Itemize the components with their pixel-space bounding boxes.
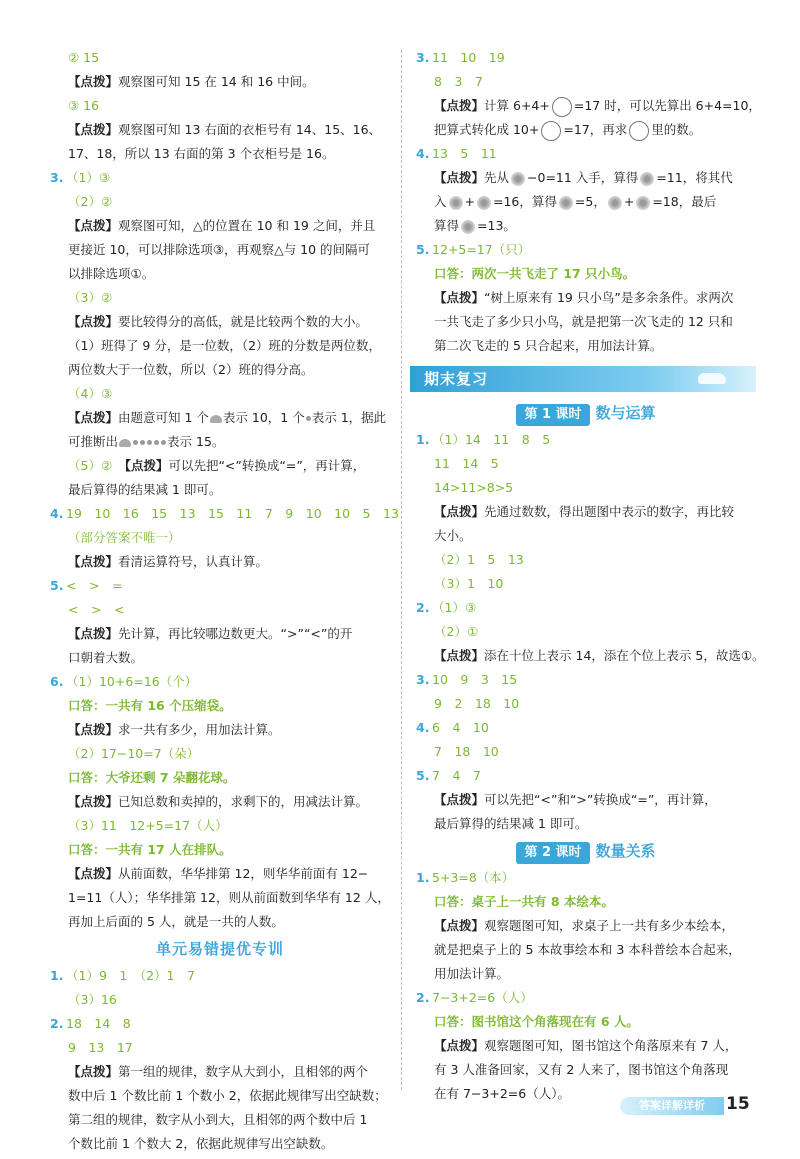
question-number: 4. — [50, 506, 64, 521]
hint-line: 有 3 人准备回家，又有 2 人来了，图书馆这个角落现 — [434, 1062, 729, 1077]
blank-circle-icon — [541, 121, 561, 141]
answer-line: （2）17−10=7（朵） — [68, 746, 200, 761]
hint-line: 两位数大于一位数，所以（2）班的得分高。 — [68, 362, 314, 377]
hint-text: 先从 — [484, 170, 510, 185]
hint-tag: 【点拨】 — [434, 98, 485, 113]
question-number: 3. — [416, 50, 430, 65]
hint-line — [416, 788, 756, 812]
hint-tag: 【点拨】 — [68, 722, 119, 737]
answer-line — [416, 238, 756, 262]
hint-line: 个数比前 1 个数大 2，依据此规律写出空缺数。 — [68, 1136, 334, 1151]
flower-icon — [559, 196, 573, 210]
hint-line — [50, 550, 390, 574]
dot-icon — [154, 440, 159, 445]
hint-line: 最后算得的结果减 1 即可。 — [68, 482, 222, 497]
hint-text: 可以先把“<”和“>”转换成“=”，再计算， — [484, 792, 717, 807]
hint-line: 再加上后面的 5 人，就是一共的人数。 — [68, 914, 284, 929]
hint-text: 观察题图可知，求桌子上一共有多少本绘本， — [484, 918, 735, 933]
hint-line — [416, 644, 765, 668]
hint-text: 求一共有多少，用加法计算。 — [118, 722, 281, 737]
flower-icon — [449, 196, 463, 210]
hint-tag: 【点拨】 — [68, 626, 119, 641]
hint-tag: 【点拨】 — [434, 792, 485, 807]
hint-text: 表示 1，据此 — [311, 410, 387, 425]
answer-line: （3）1 10 — [434, 576, 504, 591]
question-number: 2. — [416, 600, 430, 615]
answer-text: 7 4 7 — [432, 768, 481, 783]
answer-line: ② 15 — [68, 50, 100, 65]
hint-text: =18，最后 — [652, 194, 717, 209]
hint-line: 以排除选项①。 — [68, 266, 155, 281]
answer-text: （5）② — [68, 458, 113, 473]
answer-text: （1）9 1 （2）1 7 — [66, 968, 195, 983]
hint-line: 最后算得的结果减 1 即可。 — [434, 816, 588, 831]
answer-text: （1）14 11 8 5 — [432, 432, 551, 447]
hint-tag: 【点拨】 — [68, 794, 119, 809]
hint-tag: 【点拨】 — [68, 122, 119, 137]
hint-line — [50, 118, 390, 142]
hint-line — [50, 718, 390, 742]
shell-icon — [119, 439, 131, 447]
oral-answer: 口答：大爷还剩 7 朵翻花球。 — [68, 770, 236, 785]
answer-line: （3）11 12+5=17（人） — [68, 818, 228, 833]
hint-text: =13。 — [477, 218, 516, 233]
hint-text: =11，将其代 — [656, 170, 733, 185]
hint-line: 一共飞走了多少只小鸟，就是把第一次飞走的 12 只和 — [434, 314, 733, 329]
hint-tag: 【点拨】 — [68, 554, 119, 569]
answer-line — [416, 46, 756, 70]
hint-line: 就是把桌子上的 5 本故事绘本和 3 本科普绘本合起来， — [434, 942, 741, 957]
answer-line — [416, 716, 756, 740]
hint-line — [50, 622, 390, 646]
hint-tag: 【点拨】 — [68, 314, 119, 329]
hint-line — [416, 190, 756, 214]
lesson-badge: 第 2 课时 — [516, 842, 589, 864]
answer-line: （部分答案不唯一） — [68, 530, 181, 545]
answer-line: 11 14 5 — [434, 456, 499, 471]
section-heading: 单元易错提优专训 — [155, 940, 284, 958]
hint-line: 1=11（人）；华华排第 12，则从前面数到华华有 12 人， — [68, 890, 390, 905]
answer-line: 7 18 10 — [434, 744, 499, 759]
hint-text: 从前面数，华华排第 12，则华华前面有 12− — [118, 866, 369, 881]
hint-text: “树上原来有 19 只小鸟”是多余条件。求两次 — [484, 290, 734, 305]
answer-line — [50, 166, 390, 190]
answer-text: < > = — [66, 578, 123, 593]
question-number: 3. — [416, 672, 430, 687]
hint-text: 观察图可知 13 右面的衣柜号有 14、15、16、 — [118, 122, 382, 137]
answer-line: （3）② — [68, 290, 113, 305]
hint-tag: 【点拨】 — [68, 866, 119, 881]
question-number: 1. — [416, 432, 430, 447]
question-number: 3. — [50, 170, 64, 185]
hint-line — [50, 1060, 390, 1084]
hint-tag: 【点拨】 — [68, 74, 119, 89]
answer-line — [50, 1012, 390, 1036]
flower-icon — [640, 172, 654, 186]
answer-line — [416, 764, 756, 788]
hint-line — [416, 166, 756, 190]
hint-text: 入 — [434, 194, 447, 209]
answer-line — [416, 866, 756, 890]
hint-line: 第二次飞走的 5 只合起来，用加法计算。 — [434, 338, 663, 353]
oral-answer: 口答：一共有 17 人在排队。 — [68, 842, 232, 857]
hint-line: 用加法计算。 — [434, 966, 510, 981]
hint-tag: 【点拨】 — [68, 410, 119, 425]
hint-line — [416, 286, 756, 310]
answer-line — [50, 964, 390, 988]
answer-text: 11 10 19 — [432, 50, 505, 65]
hint-text: 观察题图可知，图书馆这个角落原来有 7 人， — [484, 1038, 738, 1053]
hint-line — [50, 862, 390, 886]
answer-line — [50, 574, 390, 598]
hint-text: 表示 10，1 个 — [222, 410, 305, 425]
hint-text: =17 时，可以先算出 6+4=10， — [573, 98, 761, 113]
hint-line — [416, 500, 756, 524]
answer-line — [416, 596, 756, 620]
answer-line — [416, 142, 756, 166]
hint-line — [50, 214, 390, 238]
answer-text: （1）10+6=16（个） — [66, 674, 198, 689]
question-number: 6. — [50, 674, 64, 689]
blank-circle-icon — [629, 121, 649, 141]
flower-icon — [511, 172, 525, 186]
answer-line: （4）③ — [68, 386, 113, 401]
answer-line: （2）② — [68, 194, 113, 209]
hint-text: 第一组的规律，数字从大到小，且相邻的两个 — [118, 1064, 369, 1079]
hint-text: 由题意可知 1 个 — [118, 410, 209, 425]
lesson-heading — [416, 836, 756, 866]
answer-line: 9 2 18 10 — [434, 696, 520, 711]
lesson-badge: 第 1 课时 — [516, 404, 589, 426]
hint-text: −0=11 入手，算得 — [527, 170, 639, 185]
answer-line: 14>11>8>5 — [434, 480, 514, 495]
oral-answer: 口答：一共有 16 个压缩袋。 — [68, 698, 232, 713]
flower-icon — [636, 196, 650, 210]
hint-tag: 【点拨】 — [434, 648, 485, 663]
hint-line — [50, 70, 390, 94]
hint-line: 大小。 — [434, 528, 472, 543]
blank-circle-icon — [552, 97, 572, 117]
hint-text: 先通过数数，得出题图中表示的数字，再比较 — [484, 504, 735, 519]
lesson-title: 数与运算 — [595, 404, 656, 422]
answer-line — [416, 986, 756, 1010]
hint-tag: 【点拨】 — [434, 918, 485, 933]
hint-tag: 【点拨】 — [434, 1038, 485, 1053]
question-number: 1. — [50, 968, 64, 983]
hint-text: 添在十位上表示 14，添在个位上表示 5，故选①。 — [484, 648, 765, 663]
question-number: 4. — [416, 146, 430, 161]
answer-line — [50, 502, 399, 526]
hint-text: 看清运算符号，认真计算。 — [118, 554, 269, 569]
answer-line — [416, 668, 756, 692]
hint-line — [416, 1034, 756, 1058]
hint-line: 数中后 1 个数比前 1 个数小 2，依据此规律写出空缺数； — [68, 1088, 387, 1103]
answer-line: 8 3 7 — [434, 74, 483, 89]
hint-line: 口朝着大数。 — [68, 650, 144, 665]
hint-tag: 【点拨】 — [434, 504, 485, 519]
hint-text: 已知总数和卖掉的，求剩下的，用减法计算。 — [118, 794, 369, 809]
hint-text: 观察图可知，△的位置在 10 和 19 之间，并且 — [118, 218, 376, 233]
question-number: 5. — [416, 768, 430, 783]
dot-icon — [140, 440, 145, 445]
question-number: 2. — [50, 1016, 64, 1031]
question-number: 5. — [50, 578, 64, 593]
flower-icon — [461, 220, 475, 234]
oral-answer: 口答：两次一共飞走了 17 只小鸟。 — [434, 266, 636, 281]
answer-text: 7−3+2=6（人） — [432, 990, 533, 1005]
answer-line: （3）16 — [68, 992, 117, 1007]
hint-tag: 【点拨】 — [68, 1064, 119, 1079]
oral-answer: 口答：图书馆这个角落现在有 6 人。 — [434, 1014, 639, 1029]
answer-text: 12+5=17（只） — [432, 242, 531, 257]
hint-text: =5， — [574, 194, 606, 209]
hint-text: 要比较得分的高低，就是比较两个数的大小。 — [118, 314, 369, 329]
answer-line — [50, 670, 390, 694]
hint-line: 第二组的规律，数字从小到大，且相邻的两个数中后 1 — [68, 1112, 368, 1127]
hint-line — [50, 454, 390, 478]
hint-line — [416, 94, 761, 118]
hint-text: 可推断出 — [68, 434, 119, 449]
answer-text: 6 4 10 — [432, 720, 489, 735]
footer-label: 答案详解详析 — [620, 1097, 724, 1115]
answer-text: 18 14 8 — [66, 1016, 131, 1031]
question-number: 1. — [416, 870, 430, 885]
dot-icon — [133, 440, 138, 445]
shell-icon — [210, 415, 222, 423]
answer-line: ③ 16 — [68, 98, 100, 113]
hint-line: （1）班得了 9 分，是一位数，（2）班的分数是两位数， — [68, 338, 382, 353]
hint-line: 在有 7−3+2=6（人）。 — [434, 1086, 570, 1101]
left-column — [50, 46, 399, 1156]
answer-text: （1）③ — [432, 600, 477, 615]
right-column — [416, 46, 765, 1106]
hint-line: 更接近 10，可以排除选项③，再观察△与 10 的间隔可 — [68, 242, 371, 257]
hint-tag: 【点拨】 — [68, 218, 119, 233]
question-number: 5. — [416, 242, 430, 257]
answer-line: 9 13 17 — [68, 1040, 133, 1055]
lesson-heading — [416, 398, 756, 428]
hint-text: 算得 — [434, 218, 460, 233]
question-number: 4. — [416, 720, 430, 735]
section-banner — [410, 366, 756, 392]
hint-line — [50, 430, 390, 454]
answer-text: 19 10 16 15 13 15 11 7 9 10 10 5 13 — [66, 506, 399, 521]
hint-line — [416, 118, 756, 142]
hint-text: 里的数。 — [651, 122, 702, 137]
answer-text: 13 5 11 — [432, 146, 497, 161]
answer-text: 5+3=8（本） — [432, 870, 515, 885]
hint-line — [50, 310, 390, 334]
banner-title: 期末复习 — [424, 370, 489, 388]
hint-text: =17，再求 — [563, 122, 628, 137]
hint-tag: 【点拨】 — [434, 170, 485, 185]
hint-line — [50, 790, 390, 814]
car-icon — [698, 373, 726, 384]
hint-line — [416, 214, 756, 238]
dot-icon — [147, 440, 152, 445]
hint-text: 先计算，再比较哪边数更大。“>”“<”的开 — [118, 626, 353, 641]
answer-line: （2）1 5 13 — [434, 552, 524, 567]
answer-text: 10 9 3 15 — [432, 672, 518, 687]
hint-text: =16，算得 — [493, 194, 557, 209]
dot-icon — [306, 416, 311, 421]
flower-icon — [608, 196, 622, 210]
hint-tag: 【点拨】 — [434, 290, 485, 305]
hint-text: 可以先把“<”转换成“=”，再计算， — [168, 458, 366, 473]
dot-icon — [161, 440, 166, 445]
answer-line: （2）① — [434, 624, 479, 639]
answer-line — [416, 428, 756, 452]
answer-text: （1）③ — [66, 170, 111, 185]
answer-line: < > < — [68, 602, 125, 617]
page-number: 15 — [726, 1094, 750, 1114]
oral-answer: 口答：桌子上一共有 8 本绘本。 — [434, 894, 614, 909]
column-divider — [401, 50, 402, 1090]
hint-text: 计算 6+4+ — [484, 98, 550, 113]
hint-line: 17、18，所以 13 右面的第 3 个衣柜号是 16。 — [68, 146, 335, 161]
hint-text: 观察图可知 15 在 14 和 16 中间。 — [118, 74, 315, 89]
flower-icon — [477, 196, 491, 210]
page-footer — [620, 1094, 755, 1118]
plus-sign: + — [464, 194, 475, 209]
question-number: 2. — [416, 990, 430, 1005]
hint-text: 把算式转化成 10+ — [434, 122, 540, 137]
hint-text: 表示 15。 — [167, 434, 225, 449]
hint-tag: 【点拨】 — [124, 458, 169, 473]
hint-line — [50, 406, 390, 430]
plus-sign: + — [623, 194, 635, 209]
hint-line — [416, 914, 756, 938]
lesson-title: 数量关系 — [595, 842, 656, 860]
